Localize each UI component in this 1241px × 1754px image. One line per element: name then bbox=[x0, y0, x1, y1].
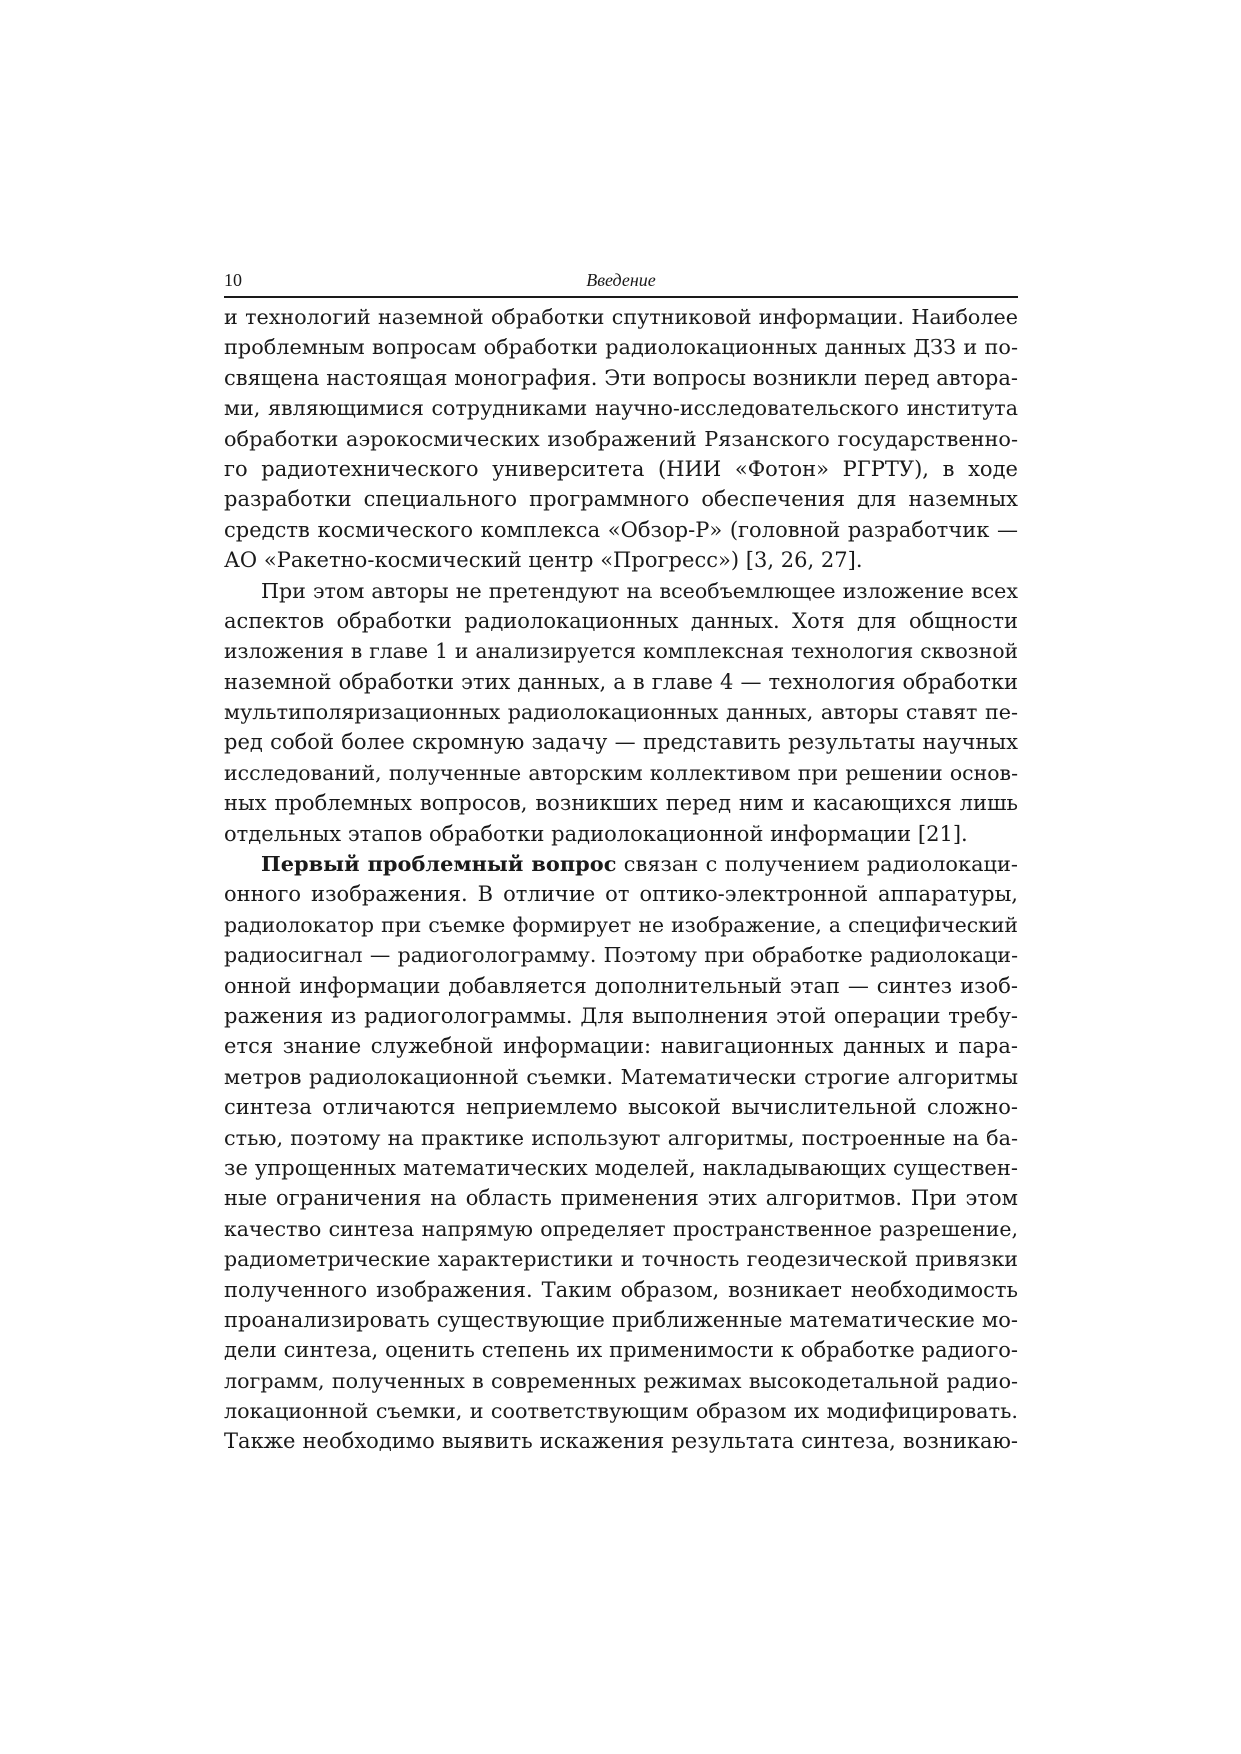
text-line: ред собой более скромную задачу — представить результаты научных bbox=[224, 730, 1018, 755]
text-line: исследований, полученные авторским коллективом при решении основ- bbox=[224, 760, 1018, 785]
text-line: обработки аэрокосмических изображений Рязанского государственно- bbox=[224, 426, 1018, 451]
text-line: лограмм, полученных в современных режимах высокодетальной радио- bbox=[224, 1368, 1018, 1393]
text-line: изложения в главе 1 и анализируется комплексная технология сквозной bbox=[224, 639, 1018, 664]
text-line: При этом авторы не претендуют на всеобъемлющее изложение всех bbox=[261, 578, 1018, 603]
text-line: стью, поэтому на практике используют алгоритмы, построенные на ба- bbox=[224, 1125, 1018, 1150]
page-number: 10 bbox=[224, 270, 242, 290]
text-line: метров радиолокационной съемки. Математически строгие алгоритмы bbox=[224, 1064, 1018, 1089]
text-line: Также необходимо выявить искажения результата синтеза, возникаю- bbox=[224, 1429, 1018, 1454]
text-line: аспектов обработки радиолокационных данных. Хотя для общности bbox=[224, 608, 1018, 633]
text-line: ражения из радиоголограммы. Для выполнения этой операции требу- bbox=[224, 1003, 1018, 1028]
text-line: онного изображения. В отличие от оптико-электронной аппаратуры, bbox=[224, 882, 1018, 907]
book-page bbox=[224, 268, 1018, 1457]
text-line: ные ограничения на область применения этих алгоритмов. При этом bbox=[224, 1186, 1018, 1211]
text-line: ных проблемных вопросов, возникших перед ним и касающихся лишь bbox=[224, 791, 1018, 816]
text-line bbox=[224, 849, 1018, 879]
body-text bbox=[224, 302, 1018, 1457]
text-line: онной информации добавляется дополнительный этап — синтез изоб- bbox=[224, 973, 1018, 998]
text-line: проблемным вопросам обработки радиолокационных данных ДЗЗ и по- bbox=[224, 335, 1018, 360]
text-line: средств космического комплекса «Обзор-Р» (головной разработчик — bbox=[224, 517, 1018, 542]
text-line: проанализировать существующие приближенные математические мо- bbox=[224, 1307, 1018, 1332]
text-line: разработки специального программного обеспечения для наземных bbox=[224, 487, 1018, 512]
text-line: радиосигнал — радиоголограмму. Поэтому при обработке радиолокаци- bbox=[224, 943, 1018, 968]
bold-lead-phrase: Первый проблемный вопрос bbox=[261, 851, 617, 877]
section-title: Введение bbox=[586, 270, 656, 290]
text-line: ми, являющимися сотрудниками научно-исследовательского института bbox=[224, 396, 1018, 421]
text-line: радиометрические характеристики и точность геодезической привязки bbox=[224, 1247, 1018, 1272]
text-line-rest: связан с получением радиолокаци- bbox=[616, 852, 1018, 877]
text-line: АО «Ракетно-космический центр «Прогресс») [3, 26, 27]. bbox=[224, 548, 863, 573]
text-line: го радиотехнического университета (НИИ «Фотон» РГРТУ), в ходе bbox=[224, 456, 1018, 481]
text-line: и технологий наземной обработки спутниковой информации. Наиболее bbox=[224, 305, 1018, 329]
text-line: дели синтеза, оценить степень их применимости к обработке радиого- bbox=[224, 1338, 1018, 1363]
text-line: локационной съемки, и соответствующим образом их модифицировать. bbox=[224, 1399, 1018, 1424]
text-line: радиолокатор при съемке формирует не изображение, а специфический bbox=[224, 912, 1018, 937]
text-line: ется знание служебной информации: навигационных данных и пара- bbox=[224, 1034, 1018, 1059]
text-line: полученного изображения. Таким образом, возникает необходимость bbox=[224, 1277, 1018, 1302]
text-line: наземной обработки этих данных, а в главе 4 — технология обработки bbox=[224, 669, 1018, 694]
text-line: качество синтеза напрямую определяет пространственное разрешение, bbox=[224, 1216, 1018, 1241]
running-header bbox=[224, 268, 1018, 298]
text-line: синтеза отличаются неприемлемо высокой вычислительной сложно- bbox=[224, 1095, 1018, 1120]
text-line: отдельных этапов обработки радиолокационной информации [21]. bbox=[224, 821, 968, 846]
text-line: зе упрощенных математических моделей, накладывающих существен- bbox=[224, 1155, 1018, 1180]
text-line: священа настоящая монография. Эти вопросы возникли перед автора- bbox=[224, 365, 1018, 390]
text-line: мультиполяризационных радиолокационных данных, авторы ставят пе- bbox=[224, 700, 1018, 725]
